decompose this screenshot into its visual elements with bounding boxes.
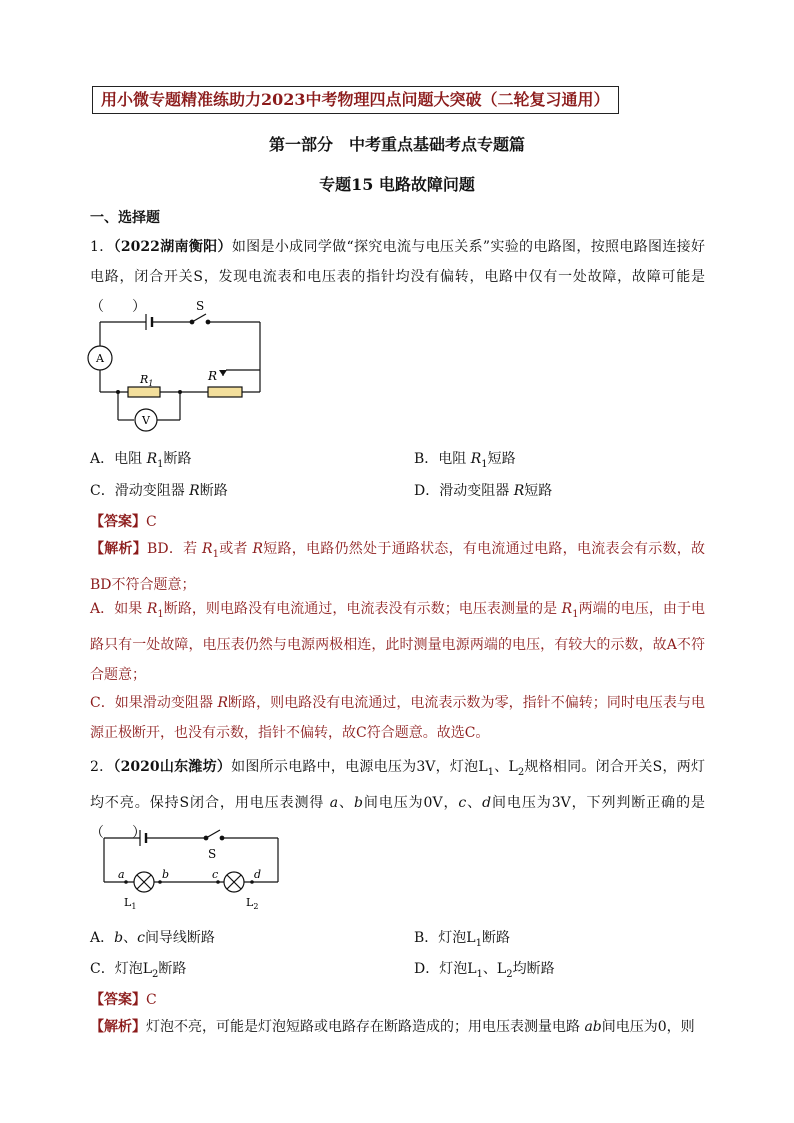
switch-blade <box>192 314 206 322</box>
section-heading: 一、选择题 <box>90 210 160 226</box>
question-1-source: （2022湖南衡阳） <box>113 239 232 255</box>
q1-answer: 【答案】C <box>90 514 157 530</box>
q1-option-a[interactable]: A．电阻 $R_1$断路 <box>90 451 192 470</box>
q1-analysis-2: A．如果 $R_1$断路，则电路没有电流通过，电流表没有示数；电压表测量的是 $R_1$两端的电压，由于电路只有一处故障，电压表仍然与电源两极相连，此时测量电源两端的电压，有较大的示数，故A不符合题意； <box>90 601 706 683</box>
point-d-label: d <box>254 868 262 881</box>
q1-option-c[interactable]: C．滑动变阻器 R断路 <box>90 483 228 499</box>
r-label: R <box>208 369 218 383</box>
q1-option-d[interactable]: D．滑动变阻器 R短路 <box>414 483 553 499</box>
q2-analysis-1: 【解析】灯泡不亮，可能是灯泡短路或电路存在断路造成的；用电压表测量电路 ab间电压为0，则 <box>90 1019 695 1035</box>
rheostat-r <box>208 387 242 397</box>
question-2-stem: 2．（2020山东潍坊）如图所示电路中，电源电压为3V，灯泡$L_1$、$L_2$规格相同。闭合开关S，两灯均不亮。保持S闭合，用电压表测得 a、b间电压为0V，c、d间电压为3V，下列判断正确的是（ ） <box>90 759 706 841</box>
voltmeter-label: V <box>142 414 150 427</box>
switch-label-2: S <box>208 847 217 861</box>
r1-label: $R_1$ <box>140 373 154 388</box>
q2-option-b[interactable]: B．灯泡$L_1$断路 <box>414 930 510 949</box>
part-title: 第一部分 中考重点基础考点专题篇 <box>268 135 525 154</box>
question-1-number: 1． <box>90 239 114 255</box>
switch-blade-2 <box>206 830 220 838</box>
circuit-diagram-2 <box>96 822 286 912</box>
circuit-diagram-1 <box>86 296 276 436</box>
q2-option-c[interactable]: C．灯泡$L_2$断路 <box>90 961 187 980</box>
q2-answer: 【答案】C <box>90 992 157 1008</box>
l2-label: $L_2$ <box>246 896 259 911</box>
q2-option-d[interactable]: D．灯泡$L_1$、$L_2$均断路 <box>414 961 555 980</box>
q1-analysis-1: 【解析】BD．若 $R_1$或者 R短路，电路仍然处于通路状态，有电流通过电路，电流表会有示数，故BD不符合题意； <box>90 541 706 593</box>
point-a-label: a <box>118 868 125 881</box>
point-c-label: c <box>212 868 219 881</box>
q2-option-a[interactable]: A．b、c间导线断路 <box>90 930 215 946</box>
series-banner: 用小微专题精准练助力2023中考物理四点问题大突破（二轮复习通用） <box>92 86 619 114</box>
resistor-r1 <box>128 387 160 397</box>
l1-label: $L_1$ <box>124 896 137 911</box>
topic-title: 专题15 电路故障问题 <box>319 175 475 194</box>
point-b-label: b <box>162 868 170 881</box>
switch-label: S <box>196 299 205 313</box>
question-1-text: 如图是小成同学做“探究电流与电压关系”实验的电路图，按照电路图连接好电路，闭合开关S，发现电流表和电压表的指针均没有偏转，电路中仅有一处故障，故障可能是（ ） <box>90 239 705 315</box>
q1-option-b[interactable]: B．电阻 $R_1$短路 <box>414 451 516 470</box>
ammeter-label: A <box>96 352 104 365</box>
q1-analysis-3: C．如果滑动变阻器 R断路，则电路没有电流通过，电流表示数为零，指针不偏转；同时电压表与电源正极断开，也没有示数，指针不偏转，故C符合题意。故选C。 <box>90 695 705 741</box>
